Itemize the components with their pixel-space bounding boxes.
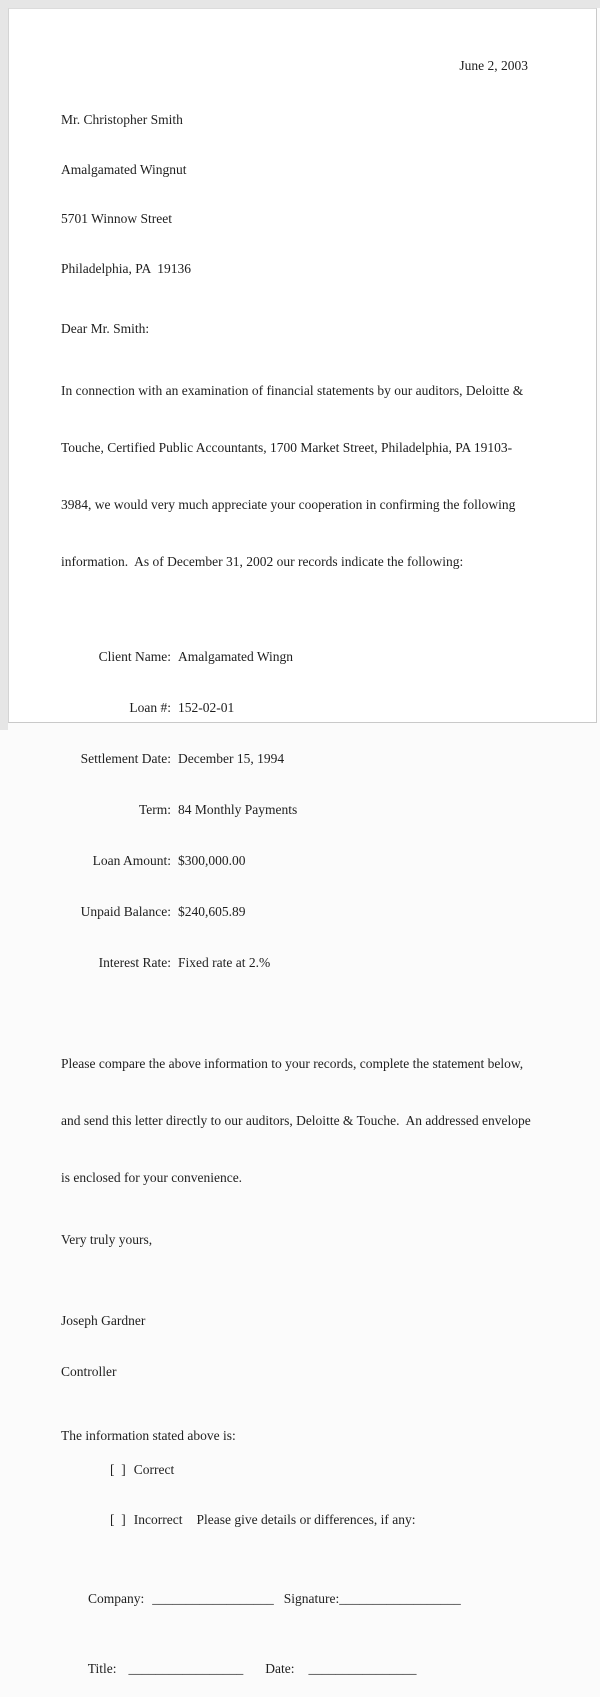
body-line: information. As of December 31, 2002 our records indicate the following: <box>61 554 464 569</box>
option-incorrect <box>83 1495 544 1545</box>
field-value: $240,605.89 <box>178 904 246 919</box>
field-label: Unpaid Balance: <box>80 904 171 919</box>
signer-name: Joseph Gardner <box>61 1313 146 1328</box>
date-label: Date: <box>265 1660 295 1676</box>
checkbox-correct: [ ] <box>110 1461 126 1477</box>
option-correct <box>83 1445 544 1495</box>
field-label: Client Name: <box>98 649 171 664</box>
field-value: $300,000.00 <box>178 853 246 868</box>
form-row-company-signature <box>61 1570 544 1627</box>
body-line: Touche, Certified Public Accountants, 1700 Market Street, Philadelphia, PA 19103- <box>61 440 513 455</box>
letter-paper <box>8 8 597 1676</box>
body-line: 3984, we would very much appreciate your cooperation in confirming the following <box>61 497 516 512</box>
field-row-loan-number <box>61 699 544 716</box>
field-value: 84 Monthly Payments <box>178 802 298 817</box>
scan-margin-left <box>0 0 8 730</box>
closing-valediction: Very truly yours, <box>61 1232 153 1247</box>
title-blank-line: _________________ <box>128 1660 244 1676</box>
signature-blank-line: __________________ <box>339 1590 461 1606</box>
field-row-interest-rate <box>61 954 544 971</box>
field-value: Fixed rate at 2.% <box>178 955 271 970</box>
option-label: Correct <box>133 1461 175 1477</box>
form-row-title-date <box>61 1640 544 1697</box>
body-paragraph-2 <box>61 1016 544 1225</box>
field-label: Settlement Date: <box>80 751 171 766</box>
field-value: 152-02-01 <box>178 700 235 715</box>
signer-title: Controller <box>61 1364 117 1379</box>
field-row-loan-amount <box>61 852 544 869</box>
field-label: Term: <box>138 802 171 817</box>
signature-label: Signature: <box>283 1590 340 1606</box>
salutation: Dear Mr. Smith: <box>61 321 150 336</box>
company-label: Company: <box>88 1590 145 1606</box>
option-note: Please give details or differences, if any: <box>196 1512 416 1528</box>
scan-margin-top <box>0 0 600 8</box>
body-line: is enclosed for your convenience. <box>61 1170 243 1185</box>
recipient-street: 5701 Winnow Street <box>61 211 172 226</box>
recipient-address-block <box>61 79 544 310</box>
field-row-client-name <box>61 648 544 665</box>
body-paragraph-1 <box>61 343 544 609</box>
body-line: and send this letter directly to our auditors, Deloitte & Touche. An addressed envelope <box>61 1113 531 1128</box>
statement-intro: The information stated above is: <box>61 1428 236 1443</box>
recipient-company: Amalgamated Wingnut <box>61 161 187 177</box>
recipient-city-state-zip: Philadelphia, PA 19136 <box>61 260 192 276</box>
body-line: Please compare the above information to your records, complete the statement below, <box>61 1056 524 1071</box>
option-label: Incorrect <box>133 1512 183 1528</box>
date-blank-line: ________________ <box>308 1660 417 1676</box>
field-label: Loan #: <box>129 700 171 715</box>
letter-content <box>9 9 596 1697</box>
field-row-unpaid-balance <box>61 903 544 920</box>
body-line: In connection with an examination of financial statements by our auditors, Deloitte & <box>61 383 524 398</box>
title-label: Title: <box>87 1660 117 1676</box>
field-value: Amalgamated Wingn <box>178 649 294 664</box>
field-row-settlement-date <box>61 750 544 767</box>
recipient-name: Mr. Christopher Smith <box>61 112 183 127</box>
checkbox-incorrect: [ ] <box>110 1512 126 1528</box>
field-label: Loan Amount: <box>92 853 171 868</box>
field-row-term <box>61 801 544 818</box>
company-blank-line: __________________ <box>152 1590 274 1606</box>
field-value: December 15, 1994 <box>178 751 285 766</box>
signature-block <box>61 1278 544 1414</box>
letter-date: June 2, 2003 <box>459 58 528 73</box>
field-label: Interest Rate: <box>98 955 171 970</box>
loan-details-table <box>61 614 544 1005</box>
